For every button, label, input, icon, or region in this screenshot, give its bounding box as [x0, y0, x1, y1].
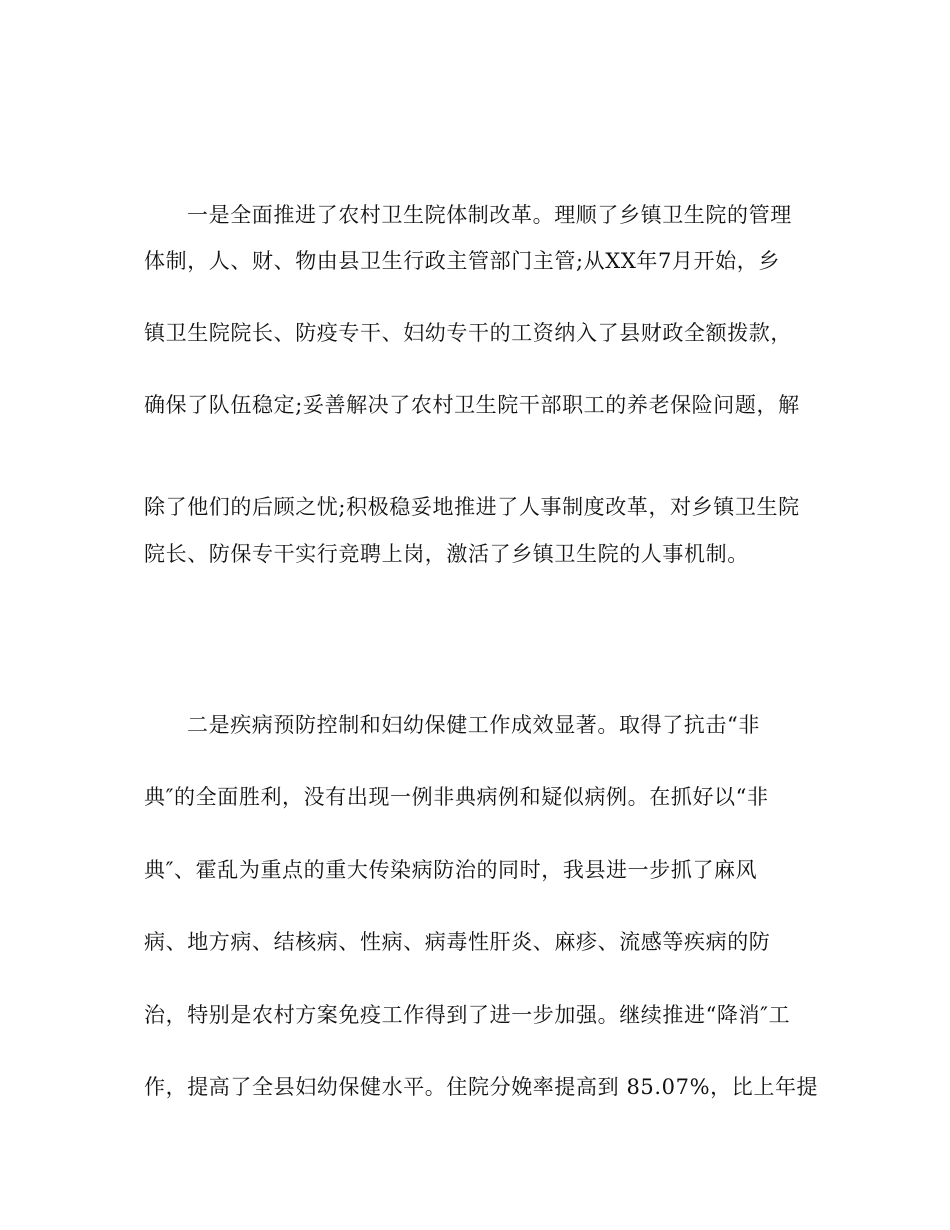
- paragraph-1-line-4: 确保了队伍稳定;妥善解决了农村卫生院干部职工的养老保险问题，解: [144, 393, 800, 417]
- paragraph-1-line-3: 镇卫生院院长、防疫专干、妇幼专干的工资纳入了县财政全额拨款，: [144, 321, 792, 345]
- paragraph-2-line-4: 病、地方病、结核病、性病、病毒性肝炎、麻疹、流感等疾病的防: [144, 930, 771, 954]
- paragraph-1-line-1: 一是全面推进了农村卫生院体制改革。理顺了乡镇卫生院的管理: [187, 203, 792, 227]
- paragraph-1-line-5: 除了他们的后顾之忧;积极稳妥地推进了人事制度改革，对乡镇卫生院: [144, 495, 800, 519]
- paragraph-2-line-1: 二是疾病预防控制和妇幼保健工作成效显著。取得了抗击“非: [187, 713, 760, 737]
- paragraph-1-line-2: 体制，人、财、物由县卫生行政主管部门主管;从XX年7月开始，乡: [144, 249, 780, 273]
- paragraph-1-line-6: 院长、防保专干实行竞聘上岗，激活了乡镇卫生院的人事机制。: [144, 542, 749, 566]
- paragraph-2-line-5: 治，特别是农村方案免疫工作得到了进一步加强。继续推进“降消″工: [144, 1003, 791, 1027]
- paragraph-2-line-2: 典″的全面胜利，没有出现一例非典病例和疑似病例。在抓好以“非: [144, 785, 769, 809]
- paragraph-2-line-6: 作，提高了全县妇幼保健水平。住院分娩率提高到 85.07%，比上年提: [144, 1075, 819, 1099]
- paragraph-2-line-3: 典″、霍乱为重点的重大传染病防治的同时，我县进一步抓了麻风: [144, 858, 758, 882]
